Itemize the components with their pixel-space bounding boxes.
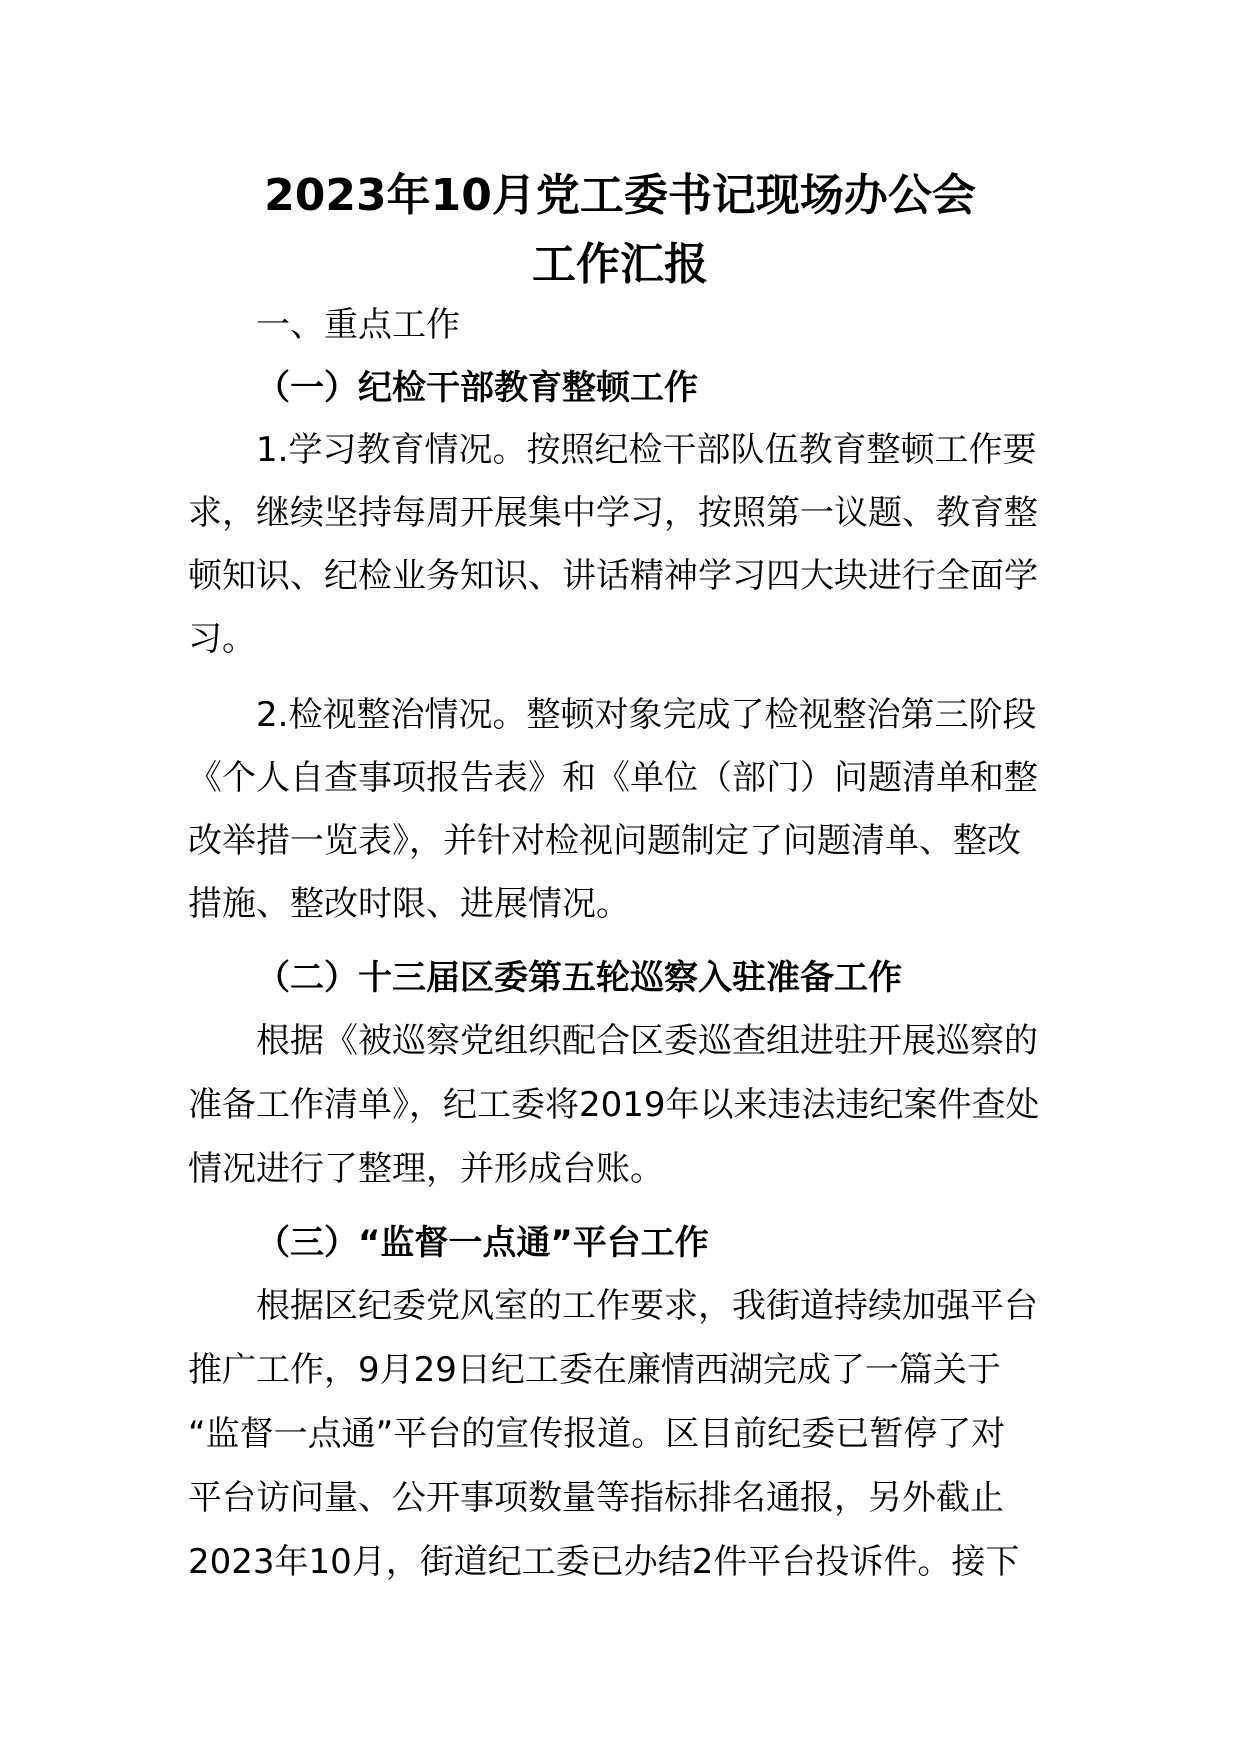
paragraph-line: 准备工作清单》，纪工委将2019年以来违法违纪案件查处 (188, 1085, 1040, 1125)
paragraph-line: 2023年10月，街道纪工委已办结2件平台投诉件。接下 (188, 1542, 1020, 1582)
paragraph-line: 顿知识、纪检业务知识、讲话精神学习四大块进行全面学 (188, 556, 1038, 596)
document-title-line-1: 2023年10月党工委书记现场办公会 (264, 170, 976, 221)
paragraph-line: 根据《被巡察党组织配合区委巡查组进驻开展巡察的 (256, 1021, 1038, 1061)
paragraph-line: 《个人自查事项报告表》和《单位（部门）问题清单和整 (188, 758, 1038, 798)
subsection-heading-1: （一）纪检干部教育整顿工作 (256, 368, 698, 408)
paragraph-line: 2.检视整治情况。整顿对象完成了检视整治第三阶段 (256, 695, 1037, 735)
paragraph-line: “监督一点通”平台的宣传报道。区目前纪委已暂停了对 (188, 1414, 1006, 1454)
paragraph-line: 改举措一览表》，并针对检视问题制定了问题清单、整改 (188, 821, 1021, 861)
paragraph-line: 习。 (188, 619, 256, 659)
paragraph-line: 措施、整改时限、进展情况。 (188, 884, 630, 924)
paragraph-line: 1.学习教育情况。按照纪检干部队伍教育整顿工作要 (256, 430, 1037, 470)
section-heading-key-work: 一、重点工作 (256, 305, 460, 345)
document-title-line-2: 工作汇报 (532, 239, 708, 290)
paragraph-line: 求，继续坚持每周开展集中学习，按照第一议题、教育整 (188, 493, 1038, 533)
subsection-heading-3: （三）“监督一点通”平台工作 (256, 1223, 709, 1263)
paragraph-line: 推广工作，9月29日纪工委在廉情西湖完成了一篇关于 (188, 1350, 1001, 1390)
paragraph-line: 根据区纪委党风室的工作要求，我街道持续加强平台 (256, 1286, 1038, 1326)
subsection-heading-2: （二）十三届区委第五轮巡察入驻准备工作 (256, 958, 902, 998)
paragraph-line: 情况进行了整理，并形成台账。 (188, 1149, 664, 1189)
paragraph-line: 平台访问量、公开事项数量等指标排名通报，另外截止 (188, 1478, 1004, 1518)
